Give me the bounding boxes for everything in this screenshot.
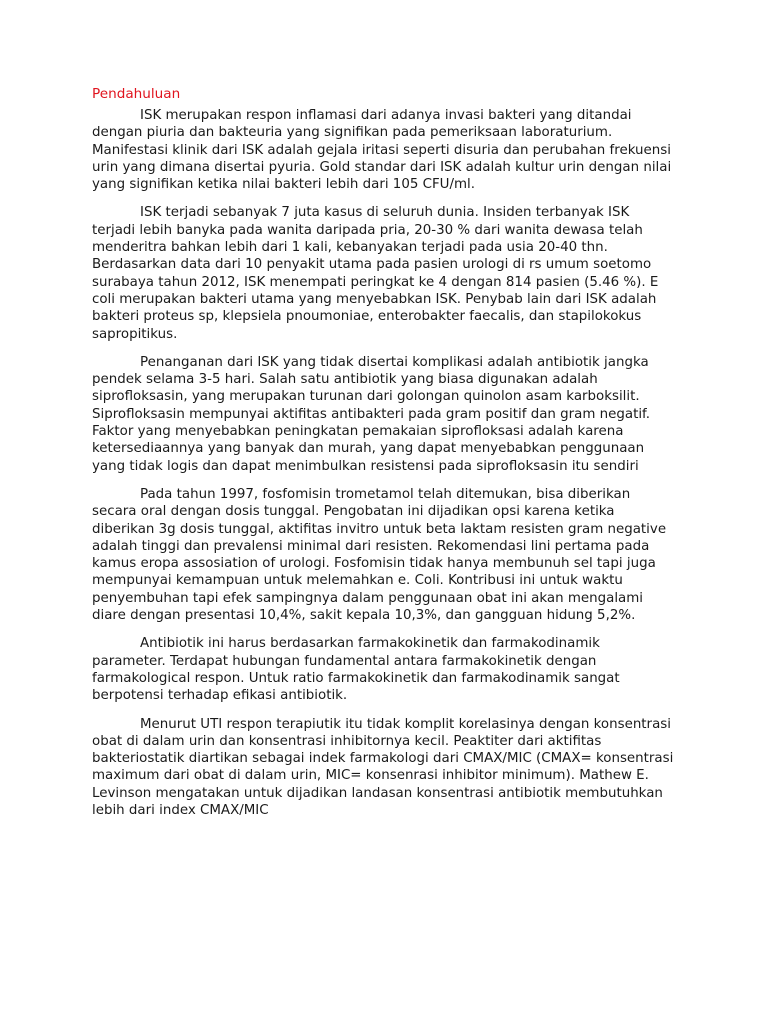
paragraph-6: Menurut UTI respon terapiutik itu tidak komplit korelasinya dengan konsentrasi obat di dalam urin dan konsentrasi inhibitornya kecil. Peaktiter dari aktifitas bakteriostatik diartikan sebagai indek farmakologi dari CMAX/MIC (CMAX= konsentrasi maximum dari obat di dalam urin, MIC= konsenrasi inhibitor minimum). Mathew E. Levinson mengatakan untuk dijadikan landasan konsentrasi antibiotik membutuhkan lebih dari index CMAX/MIC bbox=[92, 716, 674, 818]
paragraph-1: ISK merupakan respon inflamasi dari adanya invasi bakteri yang ditandai dengan piuria dan bakteuria yang signifikan pada pemeriksaan laboraturium. Manifestasi klinik dari ISK adalah gejala iritasi seperti disuria dan perubahan frekuensi urin yang dimana disertai pyuria. Gold standar dari ISK adalah kultur urin dengan nilai yang signifikan ketika nilai bakteri lebih dari 105 CFU/ml. bbox=[92, 108, 672, 193]
section-heading: Pendahuluan bbox=[92, 86, 181, 102]
paragraph-5: Antibiotik ini harus berdasarkan farmakokinetik dan farmakodinamik parameter. Terdapat hubungan fundamental antara farmakokinetik dengan farmakological respon. Untuk ratio farmakokinetik dan farmakodinamik sangat berpotensi terhadap efikasi antibiotik. bbox=[92, 636, 620, 704]
paragraph-2: ISK terjadi sebanyak 7 juta kasus di seluruh dunia. Insiden terbanyak ISK terjadi lebih banyka pada wanita daripada pria, 20-30 % dari wanita dewasa telah menderitra bahkan lebih dari 1 kali, kebanyakan terjadi pada usia 20-40 thn. Berdasarkan data dari 10 penyakit utama pada pasien urologi di rs umum soetomo surabaya tahun 2012, ISK menempati peringkat ke 4 dengan 814 pasien (5.46 %). E coli merupakan bakteri utama yang menyebabkan ISK. Penybab lain dari ISK adalah bakteri proteus sp, klepsiela pnoumoniae, enterobakter faecalis, dan stapilokokus sapropitikus. bbox=[92, 205, 659, 342]
document-page bbox=[92, 86, 676, 830]
paragraph-3: Penanganan dari ISK yang tidak disertai komplikasi adalah antibiotik jangka pendek selama 3-5 hari. Salah satu antibiotik yang biasa digunakan adalah siprofloksasin, yang merupakan turunan dari golongan quinolon asam karboksilit. Siprofloksasin mempunyai aktifitas antibakteri pada gram positif dan gram negatif. Faktor yang menyebabkan peningkatan pemakaian siprofloksasi adalah karena ketersediaannya yang banyak dan murah, yang dapat menyebabkan penggunaan yang tidak logis dan dapat menimbulkan resistensi pada siprofloksasin itu sendiri bbox=[92, 354, 651, 474]
paragraph-4: Pada tahun 1997, fosfomisin trometamol telah ditemukan, bisa diberikan secara oral dengan dosis tunggal. Pengobatan ini dijadikan opsi karena ketika diberikan 3g dosis tunggal, aktifitas invitro untuk beta laktam resisten gram negative adalah tinggi dan prevalensi minimal dari resisten. Rekomendasi lini pertama pada kamus eropa assosiation of urologi. Fosfomisin tidak hanya membunuh sel tapi juga mempunyai kemampuan untuk melemahkan e. Coli. Kontribusi ini untuk waktu penyembuhan tapi efek sampingnya dalam penggunaan obat ini akan mengalami diare dengan presentasi 10,4%, sakit kepala 10,3%, dan gangguan hidung 5,2%. bbox=[92, 486, 667, 624]
